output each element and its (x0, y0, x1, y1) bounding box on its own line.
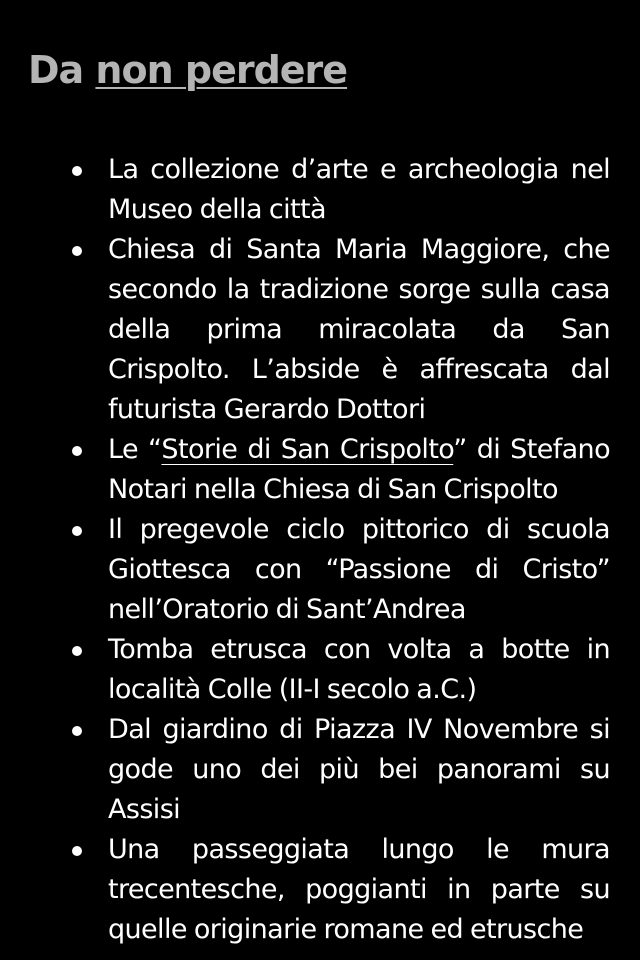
bullet-icon (72, 246, 82, 256)
list-item-text: Il pregevole ciclo pittorico di scuola Giottesca con “Passione di Cristo” nell’Oratorio di Sant’Andrea (108, 514, 610, 625)
list-item-text: Dal giardino di Piazza IV Novembre si gode uno dei più bei panorami su Assisi (108, 714, 610, 825)
list-item-text: La collezione d’arte e archeologia nel Museo della città (108, 154, 610, 225)
bullet-icon (72, 846, 82, 856)
bullet-icon (72, 646, 82, 656)
storie-di-san-crispolto-link[interactable]: Storie di San Crispolto (161, 434, 454, 465)
list-item (62, 150, 610, 230)
bullet-icon (72, 526, 82, 536)
bullet-icon (72, 446, 82, 456)
list-item (62, 710, 610, 830)
list-item (62, 230, 610, 430)
list-item (62, 830, 610, 950)
bullet-icon (72, 166, 82, 176)
heading-link[interactable]: non perdere (95, 48, 348, 92)
bullet-icon (72, 726, 82, 736)
list-item-text: Una passeggiata lungo le mura trecentesche, poggianti in parte su quelle originarie romane ed etrusche (108, 834, 610, 945)
list-item (62, 510, 610, 630)
heading-prefix: Da (28, 48, 84, 92)
list-item-text: Chiesa di Santa Maria Maggiore, che secondo la tradizione sorge sulla casa della prima miracolata da San Crispolto. L’abside è affrescata dal futurista Gerardo Dottori (108, 234, 610, 425)
list-item (62, 430, 610, 510)
list-item-text-after: ” di Stefano Notari nella Chiesa di San Crispolto (108, 434, 610, 505)
list-item-text: Tomba etrusca con volta a botte in località Colle (II-I secolo a.C.) (108, 634, 610, 705)
list-item-text-before: Le “ (108, 434, 162, 465)
highlights-list (62, 150, 610, 950)
page-heading (28, 40, 347, 100)
list-item (62, 630, 610, 710)
